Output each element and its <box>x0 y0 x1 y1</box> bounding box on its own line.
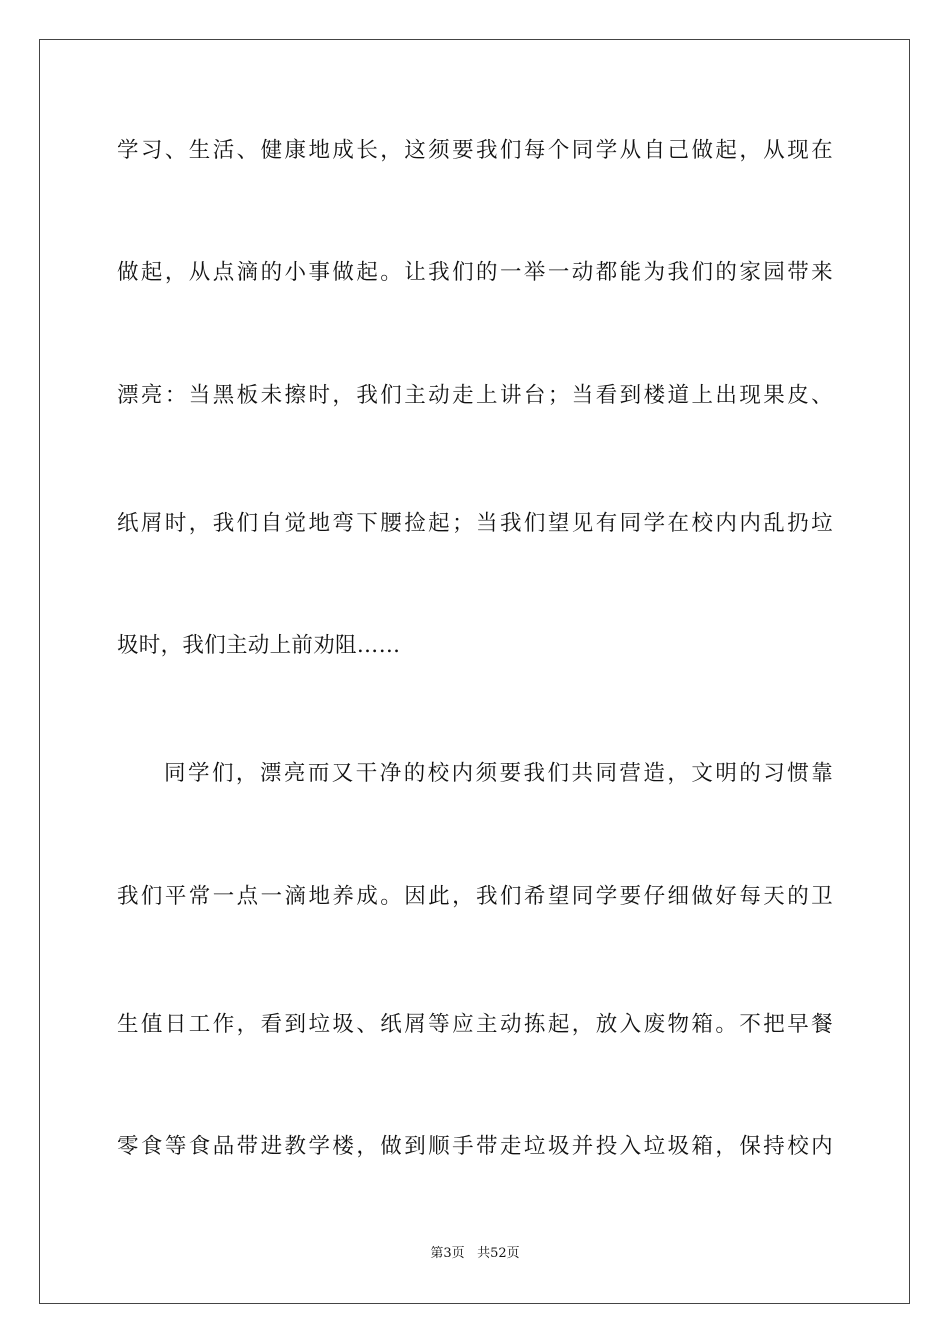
text-line-3: 漂亮：当黑板未擦时，我们主动走上讲台；当看到楼道上出现果皮、 <box>117 383 833 408</box>
text-line-2: 做起，从点滴的小事做起。让我们的一举一动都能为我们的家园带来 <box>117 260 833 285</box>
paragraph-2-line-4: 零食等食品带进教学楼，做到顺手带走垃圾并投入垃圾箱，保持校内 <box>117 1134 833 1159</box>
page-border <box>39 39 910 1304</box>
text-line-4: 纸屑时，我们自觉地弯下腰捡起；当我们望见有同学在校内内乱扔垃 <box>117 511 833 536</box>
paragraph-2-line-3: 生值日工作，看到垃圾、纸屑等应主动拣起，放入废物箱。不把早餐 <box>117 1012 833 1037</box>
text-line-1: 学习、生活、健康地成长，这须要我们每个同学从自己做起，从现在 <box>117 138 833 163</box>
paragraph-2-line-1: 同学们，漂亮而又干净的校内须要我们共同营造，文明的习惯靠 <box>164 761 833 786</box>
page-total: 共52页 <box>477 1246 520 1261</box>
page-number: 第3页 <box>430 1246 465 1261</box>
page-footer <box>0 1246 950 1262</box>
text-line-5: 圾时，我们主动上前劝阻…… <box>117 633 401 658</box>
paragraph-2-line-2: 我们平常一点一滴地养成。因此，我们希望同学要仔细做好每天的卫 <box>117 884 833 909</box>
